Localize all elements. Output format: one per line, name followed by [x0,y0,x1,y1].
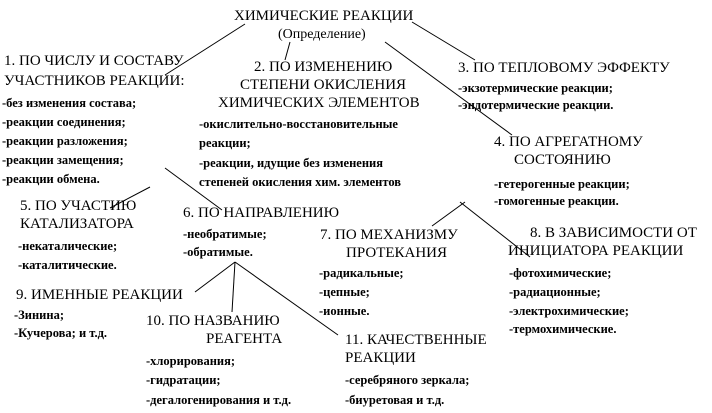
group9-heading: 9. ИМЕННЫЕ РЕАКЦИИ [16,287,183,303]
group4-item: -гомогенные реакции. [494,194,619,208]
group2-heading-line3: ХИМИЧЕСКИХ ЭЛЕМЕНТОВ [218,95,420,111]
group7-item: -ионные. [319,304,370,318]
group4-heading-line2: СОСТОЯНИЮ [514,152,611,168]
group1-item: -реакции обмена. [2,172,100,186]
group6-heading: 6. ПО НАПРАВЛЕНИЮ [183,205,340,221]
group6-item: -необратимые; [183,227,267,241]
group2-item: -окислительно-восстановительные [199,117,398,131]
group8-item: -электрохимические; [509,304,629,318]
group8-heading-line1: 8. В ЗАВИСИМОСТИ ОТ [530,225,697,241]
group8-item: -термохимические. [509,322,617,336]
group9-item: -Зинина; [14,308,64,322]
group1-item: -реакции замещения; [2,153,124,167]
group3-item: -экзотермические реакции; [458,81,613,95]
group7-heading-line2: ПРОТЕКАНИЯ [346,245,448,261]
group1-heading-line2: УЧАСТНИКОВ РЕАКЦИИ: [4,73,185,89]
connector-group6-group9 [195,262,235,292]
group7-item: -радикальные; [319,266,404,280]
group5-item: -каталитические. [18,258,117,272]
group1-item: -без изменения состава; [2,96,137,110]
group3-heading: 3. ПО ТЕПЛОВОМУ ЭФФЕКТУ [458,60,670,76]
group10-item: -гидратации; [146,373,221,387]
group11-heading-line1: 11. КАЧЕСТВЕННЫЕ [345,332,487,348]
group3-item: -эндотермические реакции. [458,98,614,112]
group8-heading-line2: ИНИЦИАТОРА РЕАКЦИИ [508,243,684,259]
group2-heading-line1: 2. ПО ИЗМЕНЕНИЮ [254,59,393,75]
group8-item: -фотохимические; [509,266,612,280]
connector-title-group3 [412,22,475,60]
group7-item: -цепные; [319,285,370,299]
group11-item: -серебряного зеркала; [345,373,470,387]
group8-item: -радиационные; [509,285,601,299]
group10-heading-line1: 10. ПО НАЗВАНИЮ [146,313,280,329]
group1-item: -реакции соединения; [2,115,126,129]
diagram-subtitle: (Определение) [278,27,366,42]
group11-heading-line2: РЕАКЦИИ [345,350,416,366]
group10-item: -хлорирования; [146,354,236,368]
connector-title-group2 [285,42,290,60]
group11-item: -биуретовая и т.д. [345,393,445,407]
group2-item: реакции; [199,136,251,150]
group5-heading-line1: 5. ПО УЧАСТИЮ [20,198,137,214]
connector-group6-group10 [232,262,235,312]
connector-group4-group7 [432,202,465,226]
group7-heading-line1: 7. ПО МЕХАНИЗМУ [320,227,458,243]
group2-item: степеней окисления хим. элементов [199,175,402,189]
group1-heading-line1: 1. ПО ЧИСЛУ И СОСТАВУ [4,53,184,69]
group9-item: -Кучерова; и т.д. [14,326,108,340]
group2-heading-line2: СТЕПЕНИ ОКИСЛЕНИЯ [240,77,407,93]
group5-heading-line2: КАТАЛИЗАТОРА [20,216,134,232]
group4-item: -гетерогенные реакции; [494,177,630,191]
diagram-title: ХИМИЧЕСКИЕ РЕАКЦИИ [234,8,414,24]
group10-heading-line2: РЕАГЕНТА [206,331,283,347]
group1-item: -реакции разложения; [2,134,128,148]
group4-heading-line1: 4. ПО АГРЕГАТНОМУ [494,134,643,150]
group5-item: -некаталические; [18,239,118,253]
group2-item: -реакции, идущие без изменения [199,156,383,170]
group10-item: -дегалогенирования и т.д. [146,393,292,407]
group6-item: -обратимые. [183,245,253,259]
